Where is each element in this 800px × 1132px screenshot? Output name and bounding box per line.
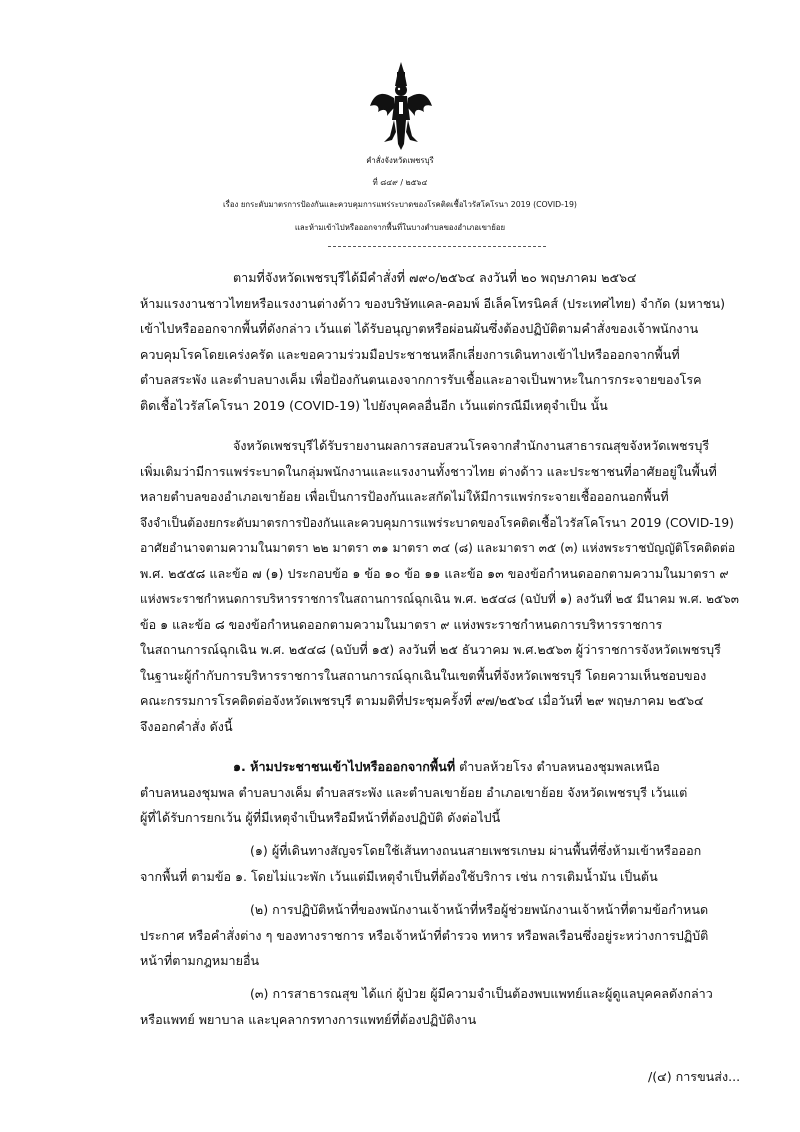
item-3-line-1: (๓) การสาธารณสุข ได้แก่ ผู้ป่วย ผู้มีความจำเป็นต้องพบแพทย์และผู้ดูแลบุคคลดังกล่าว	[250, 986, 713, 1001]
p3-line-5: ในสถานการณ์ฉุกเฉิน พ.ศ. ๒๕๔๘ (ฉบับที่ ๑๕) ลงวันที่ ๒๕ ธันวาคม พ.ศ.๒๕๖๓ ผู้ว่าราชการจังหวัดเพชรบุรี	[140, 642, 721, 657]
section-1-heading: ๑. ห้ามประชาชนเข้าไปหรือออกจากพื้นที่	[233, 759, 456, 774]
item-2-line-3: หน้าที่ตามกฎหมายอื่น	[140, 953, 260, 968]
p1-line-1: ตามที่จังหวัดเพชรบุรีได้มีคำสั่งที่ ๗๙๐/๒๕๖๔ ลงวันที่ ๒๐ พฤษภาคม ๒๕๖๔	[233, 270, 637, 285]
item-1-line-2: จากพื้นที่ ตามข้อ ๑. โดยไม่แวะพัก เว้นแต่มีเหตุจำเป็นที่ต้องใช้บริการ เช่น การเติมน้ำมัน เป็นต้น	[140, 869, 658, 884]
p1-line-3: เข้าไปหรือออกจากพื้นที่ดังกล่าว เว้นแต่ ได้รับอนุญาตหรือผ่อนผันซึ่งต้องปฏิบัติตามคำสั่งของเจ้าพนักงาน	[140, 321, 699, 336]
p2-line-4: จึงจำเป็นต้องยกระดับมาตรการป้องกันและควบคุมการแพร่ระบาดของโรคติดเชื้อไวรัสโคโรนา 2019 (COVID-19)	[140, 516, 734, 530]
item-2-line-1: (๒) การปฏิบัติหน้าที่ของพนักงานเจ้าหน้าที่หรือผู้ช่วยพนักงานเจ้าหน้าที่ตามข้อกำหนด	[250, 902, 709, 917]
item-1-line-1: (๑) ผู้ที่เดินทางสัญจรโดยใช้เส้นทางถนนสายเพชรเกษม ผ่านพื้นที่ซึ่งห้ามเข้าหรือออก	[250, 843, 702, 858]
section-1-heading-rest: ตำบลห้วยโรง ตำบลหนองชุมพลเหนือ	[455, 759, 660, 774]
continuation-note: /(๔) การขนส่ง...	[648, 1069, 741, 1084]
p1-line-5: ตำบลสระพัง และตำบลบางเค็ม เพื่อป้องกันตนเองจากการรับเชื้อและอาจเป็นพาหะในการกระจายของโรค	[140, 372, 702, 387]
p3-line-1: อาศัยอำนาจตามความในมาตรา ๒๒ มาตรา ๓๑ มาตรา ๓๔ (๘) และมาตรา ๓๕ (๓) แห่งพระราชบัญญัติโรคติดต่อ	[140, 541, 736, 555]
p2-line-2: เพิ่มเติมว่ามีการแพร่ระบาดในกลุ่มพนักงานและแรงงานทั้งชาวไทย ต่างด้าว และประชาชนที่อาศัยอยู่ในพื้นที่	[140, 464, 717, 479]
p3-line-2: พ.ศ. ๒๕๕๘ และข้อ ๗ (๑) ประกอบข้อ ๑ ข้อ ๑๐ ข้อ ๑๑ และข้อ ๑๓ ของข้อกำหนดออกตามความในมาตรา ๙	[140, 566, 729, 581]
document-title: คำสั่งจังหวัดเพชรบุรี	[366, 156, 434, 165]
p1-line-4: ควบคุมโรคโดยเคร่งครัด และขอความร่วมมือประชาชนหลีกเลี่ยงการเดินทางเข้าไปหรือออกจากพื้นที่	[140, 347, 680, 362]
p2-line-1: จังหวัดเพชรบุรีได้รับรายงานผลการสอบสวนโรคจากสำนักงานสาธารณสุขจังหวัดเพชรบุรี	[233, 438, 710, 453]
p3-line-4: ข้อ ๑ และข้อ ๘ ของข้อกำหนดออกตามความในมาตรา ๙ แห่งพระราชกำหนดการบริหารราชการ	[140, 617, 663, 632]
garuda-emblem-icon	[370, 62, 432, 150]
p3-line-8: จึงออกคำสั่ง ดังนี้	[140, 719, 233, 734]
title-divider	[328, 246, 546, 247]
section-1-line-1	[233, 761, 660, 774]
p3-line-6: ในฐานะผู้กำกับการบริหารราชการในสถานการณ์ฉุกเฉินในเขตพื้นที่จังหวัดเพชรบุรี โดยความเห็นชอบของ	[140, 668, 707, 683]
subject-line-1: เรื่อง ยกระดับมาตรการป้องกันและควบคุมการแพร่ระบาดของโรคติดเชื้อไวรัสโคโรนา 2019 (COVID-19)	[223, 200, 577, 209]
p1-line-6: ติดเชื้อไวรัสโคโรนา 2019 (COVID-19) ไปยังบุคคลอื่นอีก เว้นแต่กรณีมีเหตุจำเป็น นั้น	[140, 398, 608, 413]
p2-line-3: หลายตำบลของอำเภอเขาย้อย เพื่อเป็นการป้องกันและสกัดไม่ให้มีการแพร่กระจายเชื้อออกนอกพื้นที่	[140, 489, 669, 504]
p1-line-2: ห้ามแรงงานชาวไทยหรือแรงงานต่างด้าว ของบริษัทแคล-คอมพ์ อีเล็คโทรนิคส์ (ประเทศไทย) จำกัด (มหาชน)	[140, 296, 725, 311]
section-1-line-2: ตำบลหนองชุมพล ตำบลบางเค็ม ตำบลสระพัง และตำบลเขาย้อย อำเภอเขาย้อย จังหวัดเพชรบุรี เว้นแต่	[140, 785, 688, 800]
subject-line-2: และห้ามเข้าไปหรือออกจากพื้นที่ในบางตำบลของอำเภอเขาย้อย	[294, 223, 506, 232]
section-1-line-3: ผู้ที่ได้รับการยกเว้น ผู้ที่มีเหตุจำเป็นหรือมีหน้าที่ต้องปฏิบัติ ดังต่อไปนี้	[140, 810, 501, 825]
item-2-line-2: ประกาศ หรือคำสั่งต่าง ๆ ของทางราชการ หรือเจ้าหน้าที่ตำรวจ ทหาร หรือพลเรือนซึ่งอยู่ระหว่างการปฏิบัติ	[140, 928, 709, 943]
order-number: ที่ ๘๔๙ / ๒๕๖๔	[372, 178, 428, 187]
item-3-line-2: หรือแพทย์ พยาบาล และบุคลากรทางการแพทย์ที่ต้องปฏิบัติงาน	[140, 1012, 477, 1027]
p3-line-7: คณะกรรมการโรคติดต่อจังหวัดเพชรบุรี ตามมติที่ประชุมครั้งที่ ๙๗/๒๕๖๔ เมื่อวันที่ ๒๙ พฤษภาคม ๒๕๖๔	[140, 693, 704, 708]
p3-line-3: แห่งพระราชกำหนดการบริหารราชการในสถานการณ์ฉุกเฉิน พ.ศ. ๒๕๔๘ (ฉบับที่ ๑) ลงวันที่ ๒๕ มีนาคม พ.ศ. ๒๕๖๓	[140, 592, 739, 606]
